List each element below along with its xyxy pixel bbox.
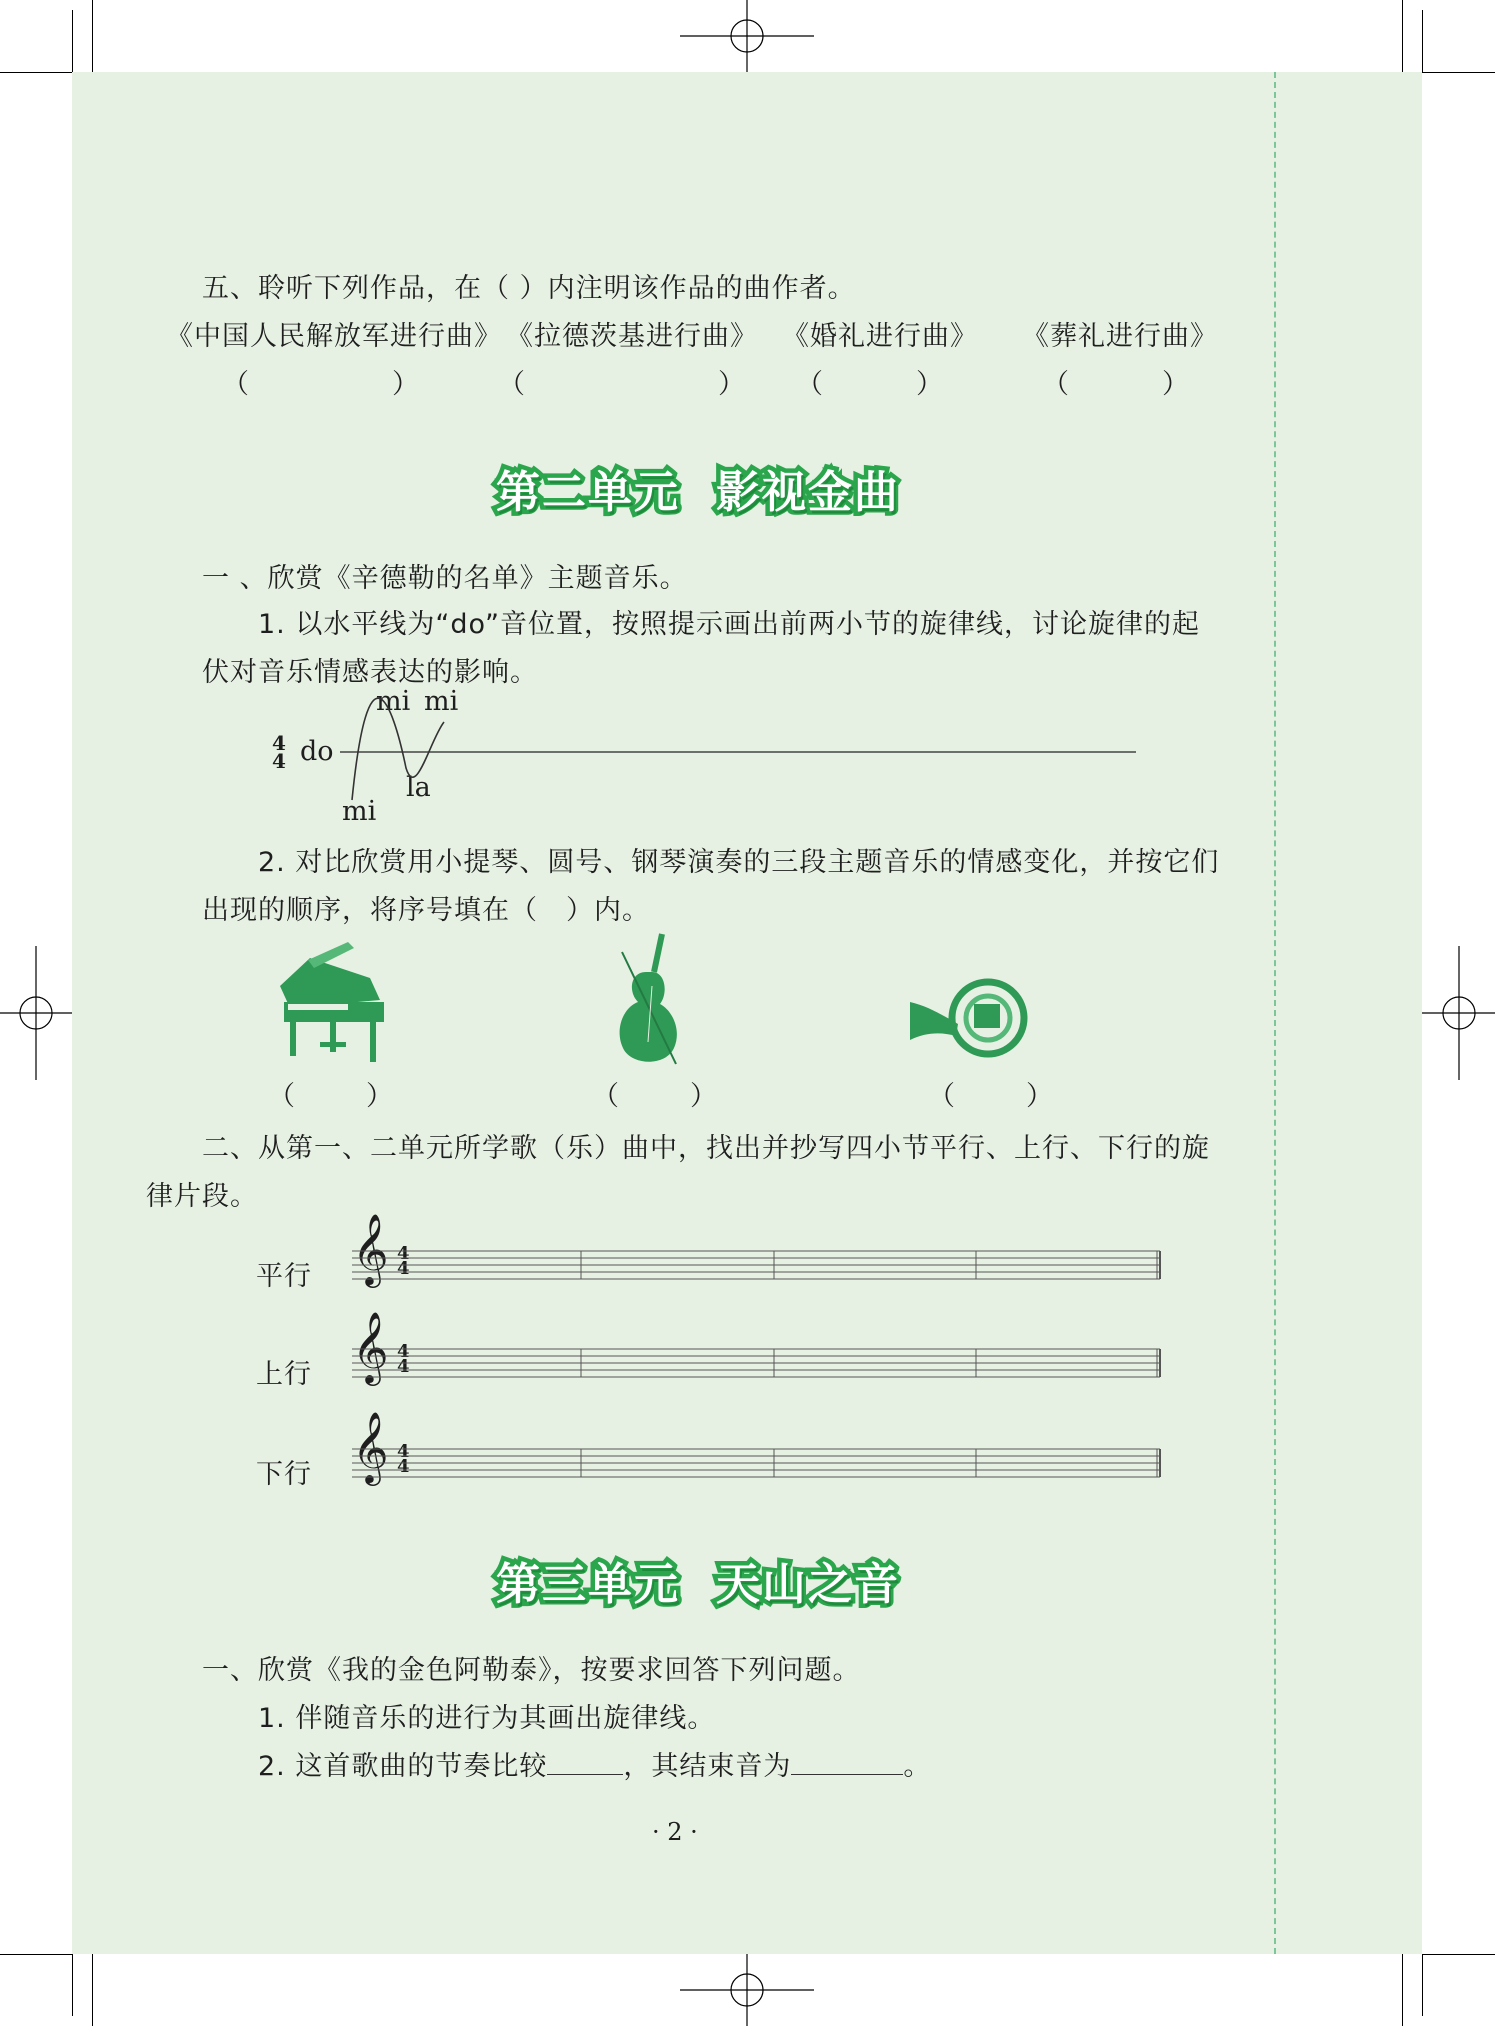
note-label: la bbox=[406, 772, 431, 803]
staff-label: 下行 bbox=[256, 1459, 312, 1490]
treble-clef-icon: 𝄞 bbox=[352, 1310, 389, 1383]
work-title: 《婚礼进行曲》 bbox=[782, 321, 978, 352]
question-text: 出现的顺序，将序号填在（ ）内。 bbox=[202, 895, 650, 926]
question-text: 2. 对比欣赏用小提琴、圆号、钢琴演奏的三段主题音乐的情感变化，并按它们 bbox=[258, 847, 1220, 878]
question-heading: 一 、欣赏《辛德勒的名单》主题音乐。 bbox=[202, 563, 688, 594]
work-title: 《葬礼进行曲》 bbox=[1022, 321, 1218, 352]
question-text: 2. 这首歌曲的节奏比较 ，其结束音为 。 bbox=[258, 1751, 932, 1782]
time-signature: 4 4 bbox=[272, 731, 286, 773]
unit-name: 影视金曲 bbox=[716, 467, 900, 518]
unit-number: 第三单元 bbox=[496, 1559, 680, 1610]
unit-title bbox=[478, 1548, 918, 1612]
work-title: 《中国人民解放军进行曲》 bbox=[166, 321, 502, 352]
page-number: · 2 · bbox=[652, 1818, 698, 1846]
question-text: 二、从第一、二单元所学歌（乐）曲中，找出并抄写四小节平行、上行、下行的旋 bbox=[202, 1133, 1210, 1164]
time-signature: 4 4 bbox=[397, 1441, 410, 1477]
note-label: mi bbox=[342, 796, 377, 827]
treble-clef-icon: 𝄞 bbox=[352, 1212, 389, 1285]
fill-blank[interactable] bbox=[547, 1752, 623, 1775]
time-signature: 4 4 bbox=[397, 1341, 410, 1377]
unit-number: 第二单元 bbox=[496, 467, 680, 518]
question-text: 律片段。 bbox=[146, 1181, 258, 1212]
treble-clef-icon: 𝄞 bbox=[352, 1410, 389, 1483]
note-label: mi bbox=[424, 686, 459, 717]
staff-label: 平行 bbox=[256, 1261, 312, 1292]
question-heading: 一、欣赏《我的金色阿勒泰》，按要求回答下列问题。 bbox=[202, 1655, 861, 1686]
note-label: do bbox=[300, 736, 334, 767]
fill-blank[interactable] bbox=[791, 1752, 903, 1775]
note-label: mi bbox=[376, 686, 411, 717]
staff-label: 上行 bbox=[256, 1359, 312, 1390]
work-title: 《拉德茨基进行曲》 bbox=[506, 321, 758, 352]
question-text: 1. 以水平线为“do”音位置，按照提示画出前两小节的旋律线，讨论旋律的起 bbox=[258, 609, 1201, 640]
time-signature: 4 4 bbox=[397, 1243, 410, 1279]
question-text: 伏对音乐情感表达的影响。 bbox=[202, 657, 538, 688]
question-text: 1. 伴随音乐的进行为其画出旋律线。 bbox=[258, 1703, 716, 1734]
section5-heading: 五、聆听下列作品，在（ ）内注明该作品的曲作者。 bbox=[202, 273, 856, 304]
unit-name: 天山之音 bbox=[716, 1559, 900, 1610]
